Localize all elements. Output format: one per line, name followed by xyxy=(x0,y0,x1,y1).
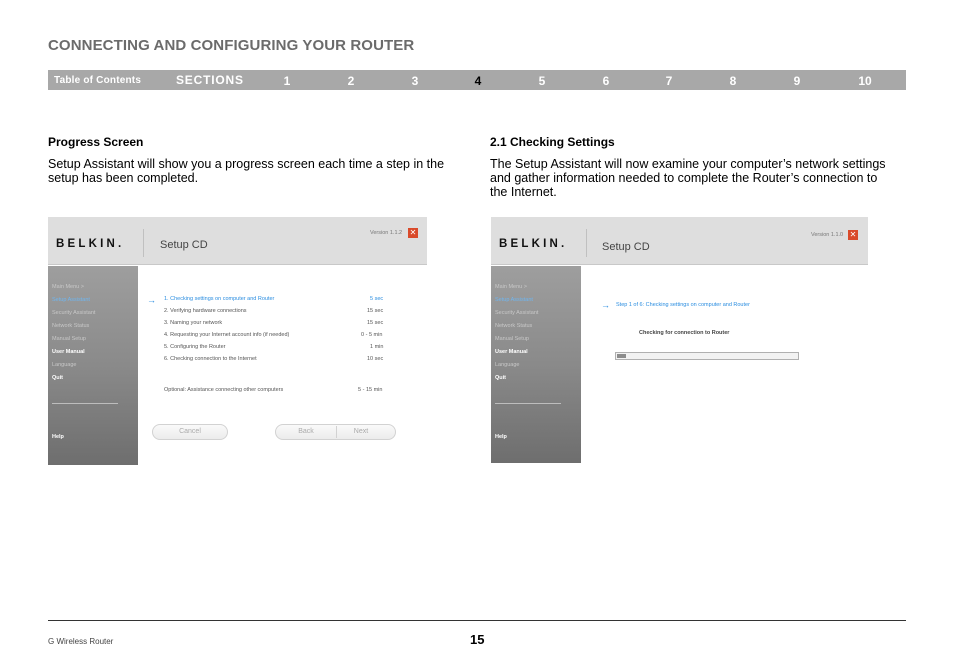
app-title: Setup CD xyxy=(602,241,650,253)
sidebar-item-manual-setup[interactable]: Manual Setup xyxy=(52,336,86,342)
next-button[interactable]: Next xyxy=(353,428,369,435)
sidebar-item-help[interactable]: Help xyxy=(52,434,64,440)
sidebar-divider xyxy=(52,403,118,404)
sidebar-item-quit[interactable]: Quit xyxy=(52,375,63,381)
progress-screen-heading: Progress Screen xyxy=(48,135,144,149)
sidebar-item-language[interactable]: Language xyxy=(495,362,520,368)
sidebar-item-user-manual[interactable]: User Manual xyxy=(52,349,85,355)
step-label: 4. Requesting your Internet account info (if needed) xyxy=(164,332,290,338)
step-label: 2. Verifying hardware connections xyxy=(164,308,247,314)
nav-sections-label: SECTIONS xyxy=(176,73,244,87)
cancel-button[interactable]: Cancel xyxy=(152,424,228,440)
checking-settings-body-line-3: the Internet. xyxy=(490,185,557,199)
status-text: Checking for connection to Router xyxy=(639,330,730,336)
nav-section-3[interactable]: 3 xyxy=(411,74,419,88)
version-label: Version 1.1.0 xyxy=(811,232,844,238)
step-time: 10 sec xyxy=(367,356,384,362)
checking-settings-body-line-1: The Setup Assistant will now examine your computer’s network settings xyxy=(490,157,886,171)
sidebar-item-manual-setup[interactable]: Manual Setup xyxy=(495,336,529,342)
progress-bar xyxy=(615,352,799,360)
belkin-logo: BELKIN. xyxy=(499,238,568,250)
app-header xyxy=(48,217,427,265)
sidebar-item-security-assistant[interactable]: Security Assistant xyxy=(52,310,96,316)
close-icon[interactable]: ✕ xyxy=(409,228,417,237)
sidebar-divider xyxy=(495,403,561,404)
nav-section-10[interactable]: 10 xyxy=(858,74,872,88)
current-step-arrow-icon: → xyxy=(601,300,610,310)
logo-divider xyxy=(586,229,587,257)
optional-step-time: 5 - 15 min xyxy=(358,387,383,393)
app-sidebar xyxy=(491,266,581,463)
step-time: 1 min xyxy=(370,344,384,350)
nav-section-2[interactable]: 2 xyxy=(347,74,355,88)
page-title: CONNECTING AND CONFIGURING YOUR ROUTER xyxy=(48,37,415,54)
app-title: Setup CD xyxy=(160,239,208,251)
progress-screen-screenshot xyxy=(48,217,427,465)
back-next-button-group xyxy=(275,424,396,440)
step-time: 0 - 5 min xyxy=(361,332,383,338)
nav-section-7[interactable]: 7 xyxy=(665,74,673,88)
sidebar-item-setup-assistant[interactable]: Setup Assistant xyxy=(52,297,90,303)
app-sidebar xyxy=(48,266,138,465)
sidebar-item-main-menu[interactable]: Main Menu > xyxy=(52,284,84,290)
sidebar-item-setup-assistant[interactable]: Setup Assistant xyxy=(495,297,533,303)
version-label: Version 1.1.2 xyxy=(370,230,403,236)
progress-screen-body-line-1: Setup Assistant will show you a progress screen each time a step in the xyxy=(48,157,445,171)
step-time: 15 sec xyxy=(367,308,384,314)
checking-settings-heading: 2.1 Checking Settings xyxy=(490,135,615,149)
nav-section-1[interactable]: 1 xyxy=(283,74,291,88)
sidebar-item-quit[interactable]: Quit xyxy=(495,375,506,381)
step-time: 15 sec xyxy=(367,320,384,326)
current-step-arrow-icon: → xyxy=(147,295,156,305)
footer-rule xyxy=(48,620,906,621)
step-label: 5. Configuring the Router xyxy=(164,344,226,350)
nav-section-4[interactable]: 4 xyxy=(474,74,482,88)
checking-settings-screenshot xyxy=(491,217,868,463)
sidebar-item-language[interactable]: Language xyxy=(52,362,77,368)
logo-divider xyxy=(143,229,144,257)
footer-product-name: G Wireless Router xyxy=(48,637,114,646)
progress-bar-fill xyxy=(617,354,626,358)
belkin-logo: BELKIN. xyxy=(56,238,125,250)
current-step-text: Step 1 of 6: Checking settings on computer and Router xyxy=(616,302,750,308)
nav-section-8[interactable]: 8 xyxy=(729,74,737,88)
step-label: 1. Checking settings on computer and Router xyxy=(164,296,275,302)
checking-settings-body-line-2: and gather information needed to complete the Router’s connection to xyxy=(490,171,878,185)
sidebar-item-user-manual[interactable]: User Manual xyxy=(495,349,528,355)
sidebar-item-network-status[interactable]: Network Status xyxy=(495,323,533,329)
progress-screen-body-line-2: setup has been completed. xyxy=(48,171,199,185)
app-header xyxy=(491,217,868,265)
close-icon[interactable]: ✕ xyxy=(849,230,857,239)
sidebar-item-help[interactable]: Help xyxy=(495,434,507,440)
optional-step-label: Optional: Assistance connecting other computers xyxy=(164,387,284,393)
sidebar-item-security-assistant[interactable]: Security Assistant xyxy=(495,310,539,316)
back-button[interactable]: Back xyxy=(298,428,314,435)
sidebar-item-network-status[interactable]: Network Status xyxy=(52,323,90,329)
footer-page-number: 15 xyxy=(470,632,485,647)
step-time: 5 sec xyxy=(370,296,384,302)
step-label: 3. Naming your network xyxy=(164,320,223,326)
section-nav-bar xyxy=(48,70,906,90)
nav-section-9[interactable]: 9 xyxy=(793,74,801,88)
sidebar-item-main-menu[interactable]: Main Menu > xyxy=(495,284,527,290)
step-label: 6. Checking connection to the Internet xyxy=(164,356,257,362)
nav-table-of-contents[interactable]: Table of Contents xyxy=(54,75,142,86)
nav-section-5[interactable]: 5 xyxy=(538,74,546,88)
nav-section-6[interactable]: 6 xyxy=(602,74,610,88)
